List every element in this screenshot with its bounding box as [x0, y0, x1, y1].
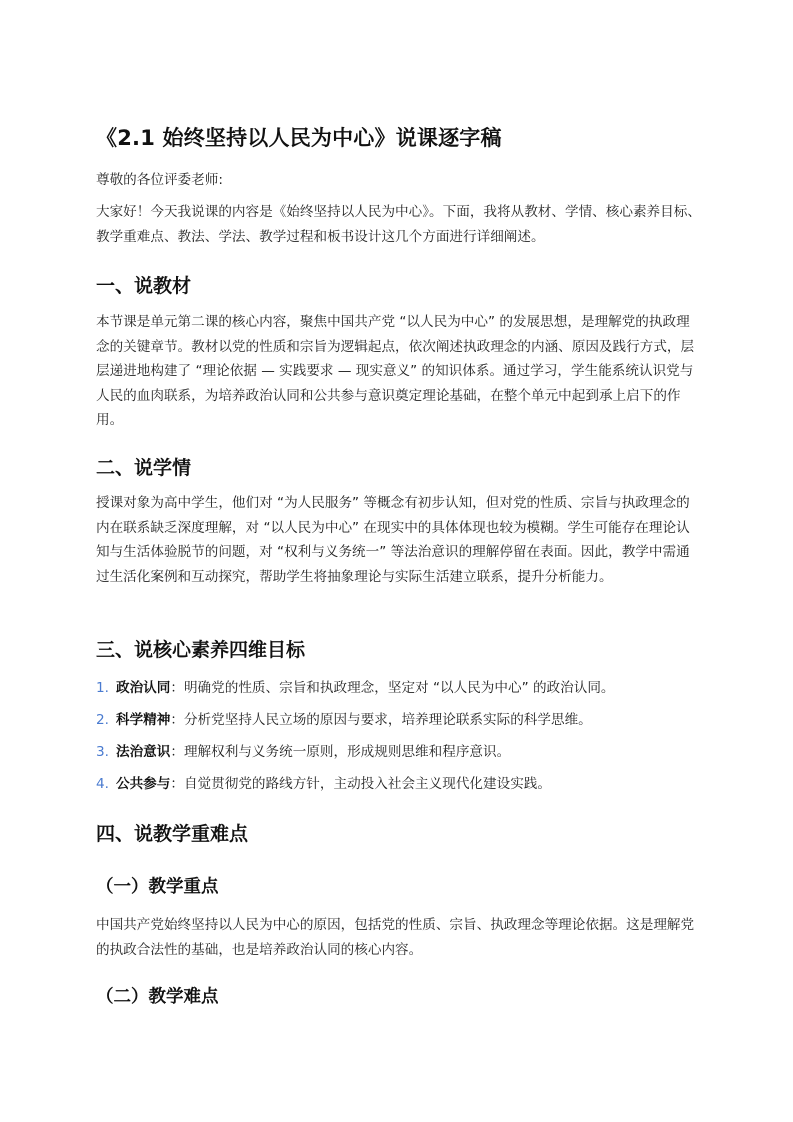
goal-separator: ：	[170, 712, 184, 728]
goal-term: 政治认同	[116, 680, 171, 696]
goal-item-1	[96, 677, 701, 699]
subsection-key-points-heading: （一）教学重点	[96, 877, 219, 897]
goal-separator: ：	[170, 744, 184, 760]
section-1-heading: 一、说教材	[96, 275, 192, 297]
section-2-heading: 二、说学情	[96, 457, 192, 479]
section-3-heading: 三、说核心素养四维目标	[96, 639, 306, 661]
goal-text: 自觉贯彻党的路线方针，主动投入社会主义现代化建设实践。	[183, 776, 551, 792]
subsection-difficulties-heading: （二）教学难点	[96, 987, 219, 1007]
goal-term: 公共参与	[116, 776, 171, 792]
goal-text: 分析党坚持人民立场的原因与要求，培养理论联系实际的科学思维。	[183, 712, 592, 728]
goal-term: 法治意识	[116, 744, 171, 760]
goal-number: 2.	[96, 712, 109, 728]
goal-number: 4.	[96, 776, 109, 792]
section-1-body: 本节课是单元第二课的核心内容，聚焦中国共产党 “以人民为中心” 的发展思想，是理解党的执政理念的关键章节。教材以党的性质和宗旨为逻辑起点，依次阐述执政理念的内涵、原因及践行方式，层层递进地构建了 “理论依据 — 实践要求 — 现实意义” 的知识体系。通过学习，学生能系统认识党与人民的血肉联系，为培养政治认同和公共参与意识奠定理论基础，在整个单元中起到承上启下的作用。	[96, 314, 695, 428]
document-title: 《2.1 始终坚持以人民为中心》说课逐字稿	[96, 126, 502, 150]
goal-separator: ：	[170, 776, 184, 792]
greeting: 尊敬的各位评委老师:	[96, 172, 223, 188]
goal-number: 3.	[96, 744, 109, 760]
goal-text: 理解权利与义务统一原则，形成规则思维和程序意识。	[183, 744, 511, 760]
section-2-body: 授课对象为高中学生，他们对 “为人民服务” 等概念有初步认知，但对党的性质、宗旨与执政理念的内在联系缺乏深度理解，对 “以人民为中心” 在现实中的具体体现也较为模糊。学生可能存在理论认知与生活体验脱节的问题，对 “权利与义务统一” 等法治意识的理解停留在表面。因此，教学中需通过生活化案例和互动探究，帮助学生将抽象理论与实际生活建立联系，提升分析能力。	[96, 495, 690, 585]
subsection-key-points-body: 中国共产党始终坚持以人民为中心的原因，包括党的性质、宗旨、执政理念等理论依据。这是理解党的执政合法性的基础，也是培养政治认同的核心内容。	[96, 917, 695, 958]
goal-term: 科学精神	[116, 712, 171, 728]
goal-separator: ：	[170, 680, 184, 696]
goal-text: 明确党的性质、宗旨和执政理念，坚定对 “以人民为中心” 的政治认同。	[183, 680, 615, 696]
goal-item-4	[96, 773, 701, 795]
intro-paragraph: 大家好！今天我说课的内容是《始终坚持以人民为中心》。下面，我将从教材、学情、核心素养目标、教学重难点、教法、学法、教学过程和板书设计这几个方面进行详细阐述。	[96, 204, 701, 245]
goal-item-2	[96, 709, 701, 731]
goal-number: 1.	[96, 680, 109, 696]
section-4-heading: 四、说教学重难点	[96, 823, 249, 845]
goal-item-3	[96, 741, 701, 763]
